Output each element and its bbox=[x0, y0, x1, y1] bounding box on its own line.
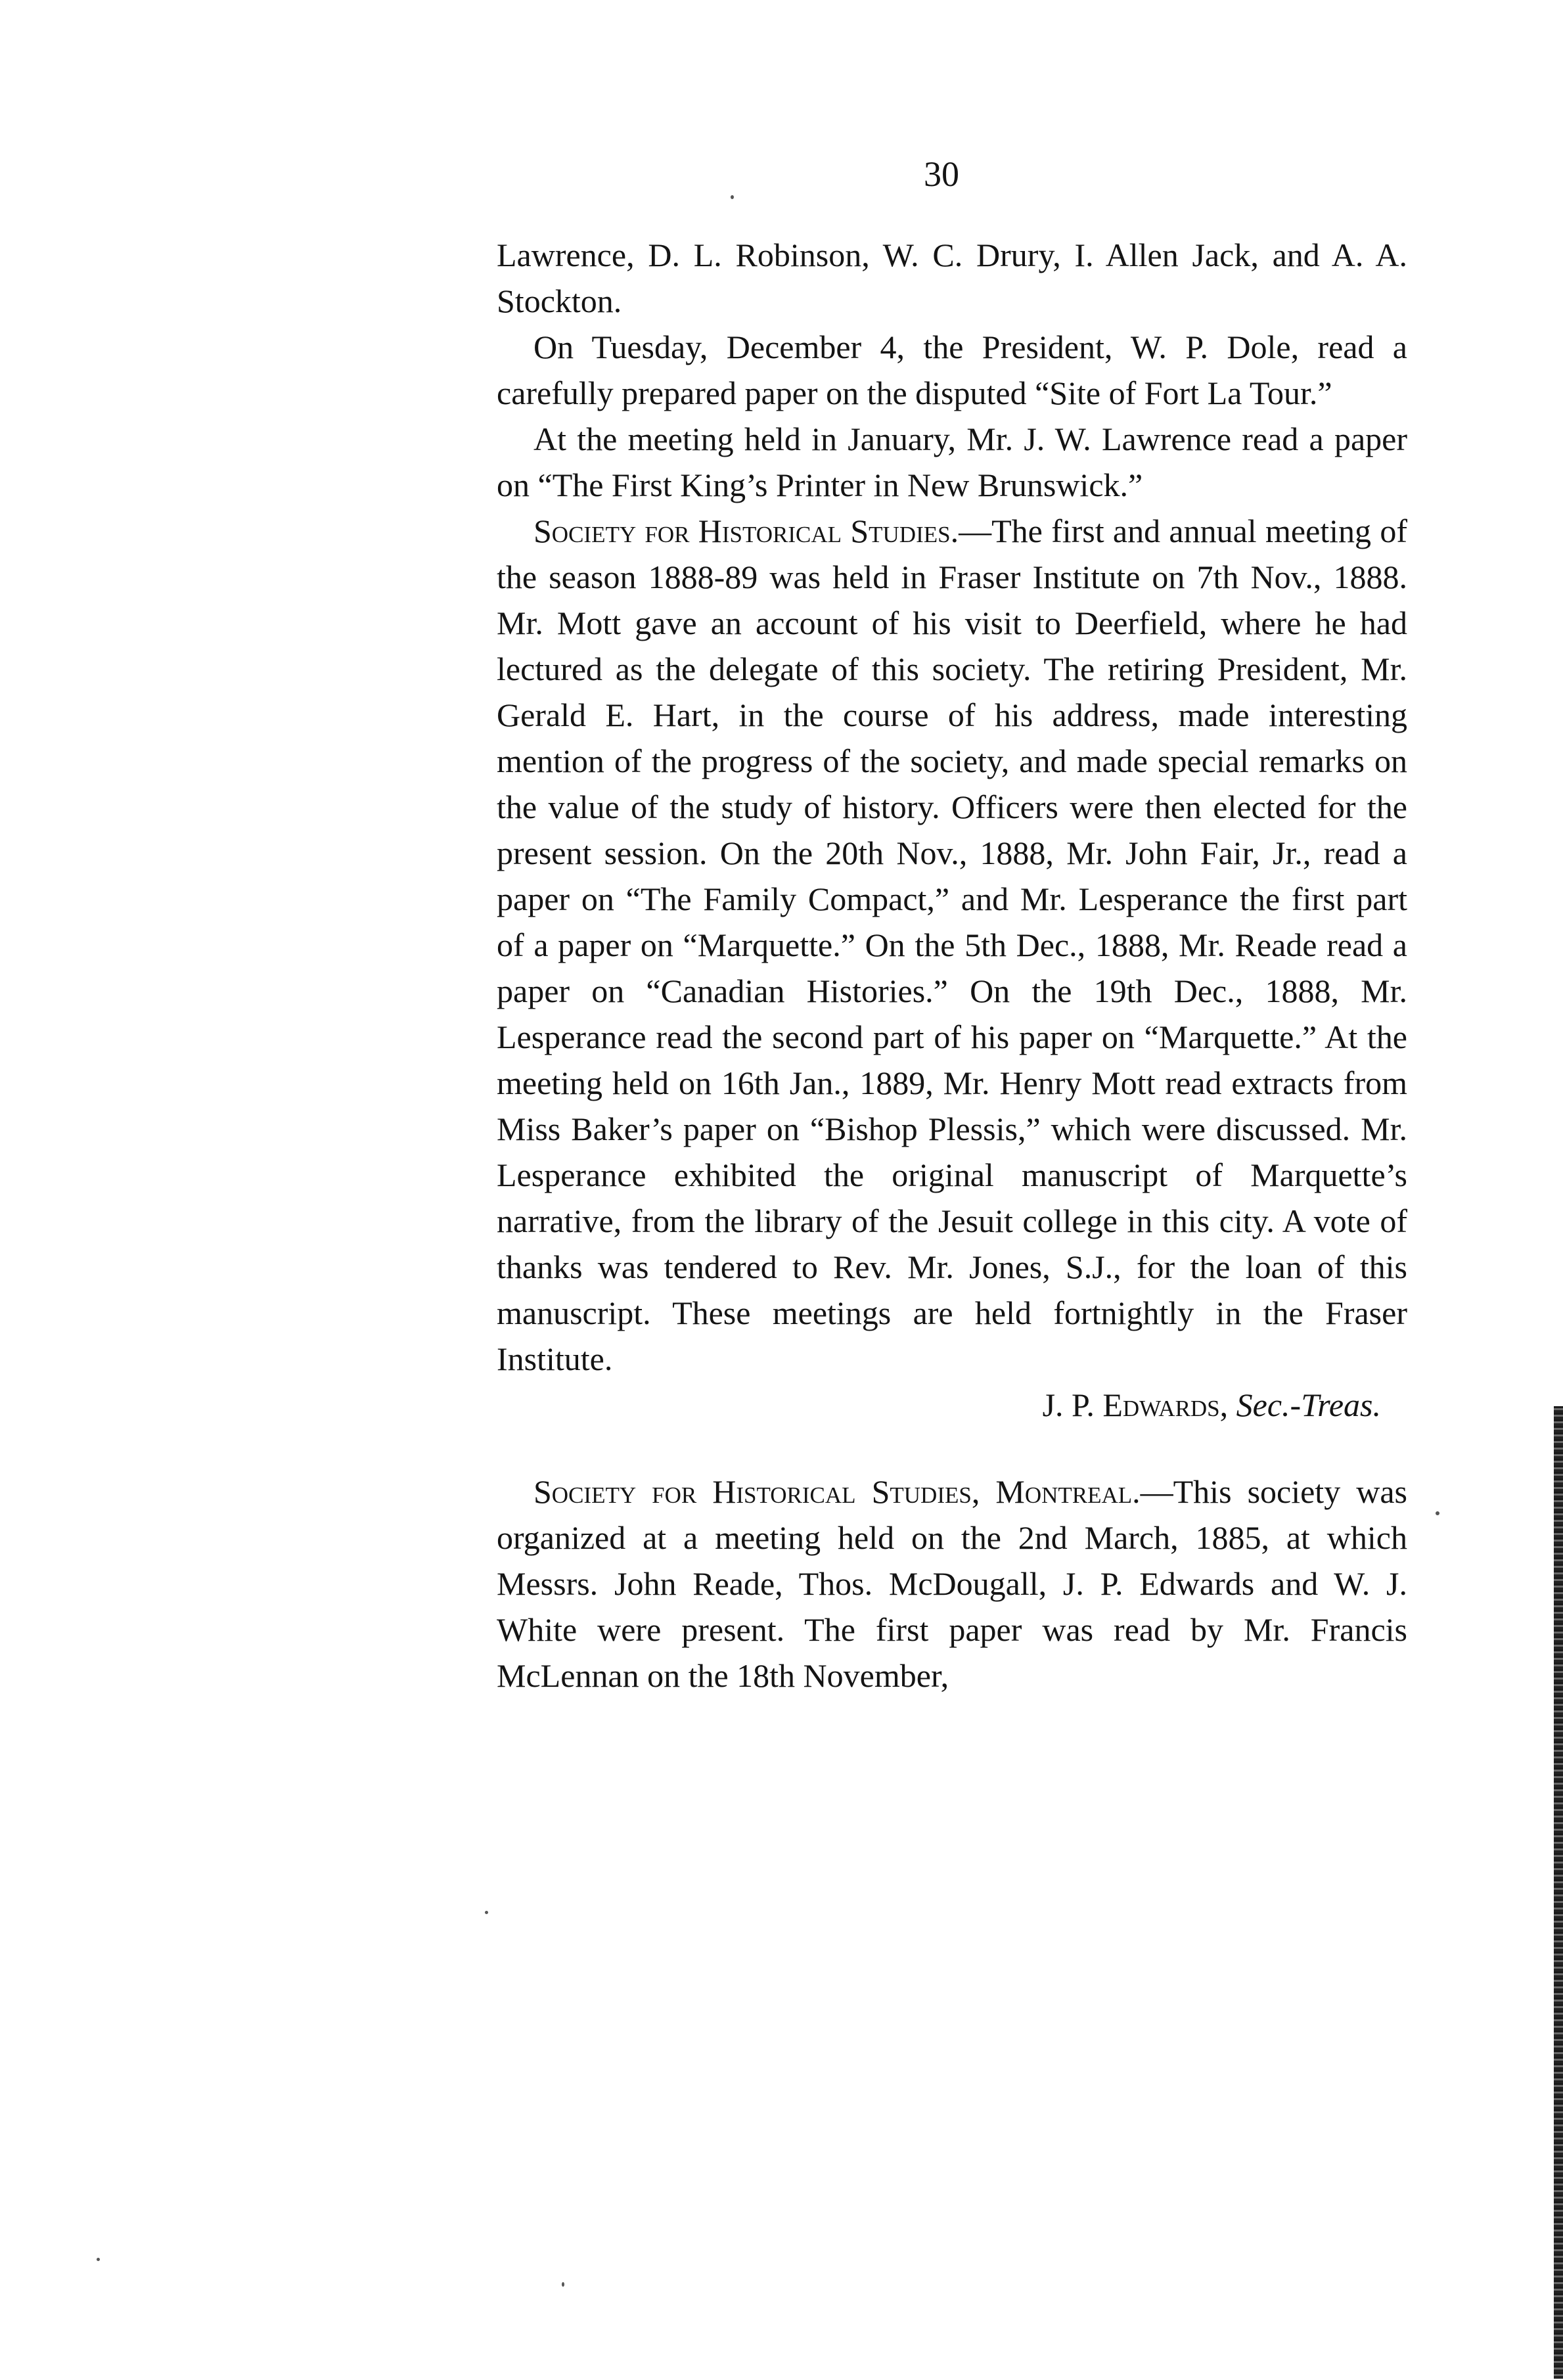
scan-speck bbox=[485, 1911, 488, 1914]
paragraph-5 bbox=[497, 1469, 1407, 1699]
paragraph-1: Lawrence, D. L. Robinson, W. C. Drury, I. Allen Jack, and A. A. Stockton. bbox=[497, 237, 1407, 319]
signature-title: Sec.-Treas. bbox=[1236, 1386, 1381, 1423]
signature-name: J. P. Edwards, bbox=[1042, 1386, 1229, 1423]
paragraph-2: On Tuesday, December 4, the President, W. P. Dole, read a carefully prepared paper on the disputed “Site of Fort La Tour.” bbox=[497, 329, 1407, 411]
signature bbox=[497, 1382, 1381, 1428]
paragraph-4 bbox=[497, 508, 1407, 1382]
scan-speck bbox=[562, 2282, 564, 2287]
section-heading: Society for Historical Studies. bbox=[533, 513, 959, 549]
section-gap bbox=[497, 1428, 1407, 1469]
scan-speck bbox=[731, 195, 734, 199]
page-number: 30 bbox=[924, 154, 959, 194]
paragraph-5-body: —This society was organized at a meeting held on the 2nd March, 1885, at which Messrs. John Reade, Thos. McDougall, J. P. Edwards and W. J. White were present. The first paper was read by Mr. Francis McLennan on the 18th November, bbox=[497, 1473, 1408, 1694]
scan-speck bbox=[97, 2258, 100, 2261]
body-text bbox=[497, 232, 1407, 1699]
paragraph-3: At the meeting held in January, Mr. J. W. Lawrence read a paper on “The First King’s Printer in New Brunswick.” bbox=[497, 421, 1407, 503]
scan-speck bbox=[1436, 1511, 1439, 1515]
section-heading-montreal: Society for Historical Studies, Montreal. bbox=[533, 1473, 1141, 1510]
scan-edge-artifact bbox=[1554, 1406, 1563, 2379]
paragraph-4-body: —The first and annual meeting of the season 1888-89 was held in Fraser Institute on 7th Nov., 1888. Mr. Mott gave an account of his visit to Deerfield, where he had lectured as the delegate of this society. The retiring President, Mr. Gerald E. Hart, in the course of his address, made interesting mention of the progress of the society, and made special remarks on the value of the study of history. Officers were then elected for the present session. On the 20th Nov., 1888, Mr. John Fair, Jr., read a paper on “The Family Compact,” and Mr. Lesperance the first part of a paper on “Marquette.” On the 5th Dec., 1888, Mr. Reade read a paper on “Canadian Histories.” On the 19th Dec., 1888, Mr. Lesperance read the second part of his paper on “Marquette.” At the meeting held on 16th Jan., 1889, Mr. Henry Mott read extracts from Miss Baker’s paper on “Bishop Plessis,” which were discussed. Mr. Lesperance exhibited the original manuscript of Marquette’s narrative, from the library of the Jesuit college in this city. A vote of thanks was tendered to Rev. Mr. Jones, S.J., for the loan of this manuscript. These meetings are held fortnightly in the Fraser Institute. bbox=[497, 513, 1407, 1377]
